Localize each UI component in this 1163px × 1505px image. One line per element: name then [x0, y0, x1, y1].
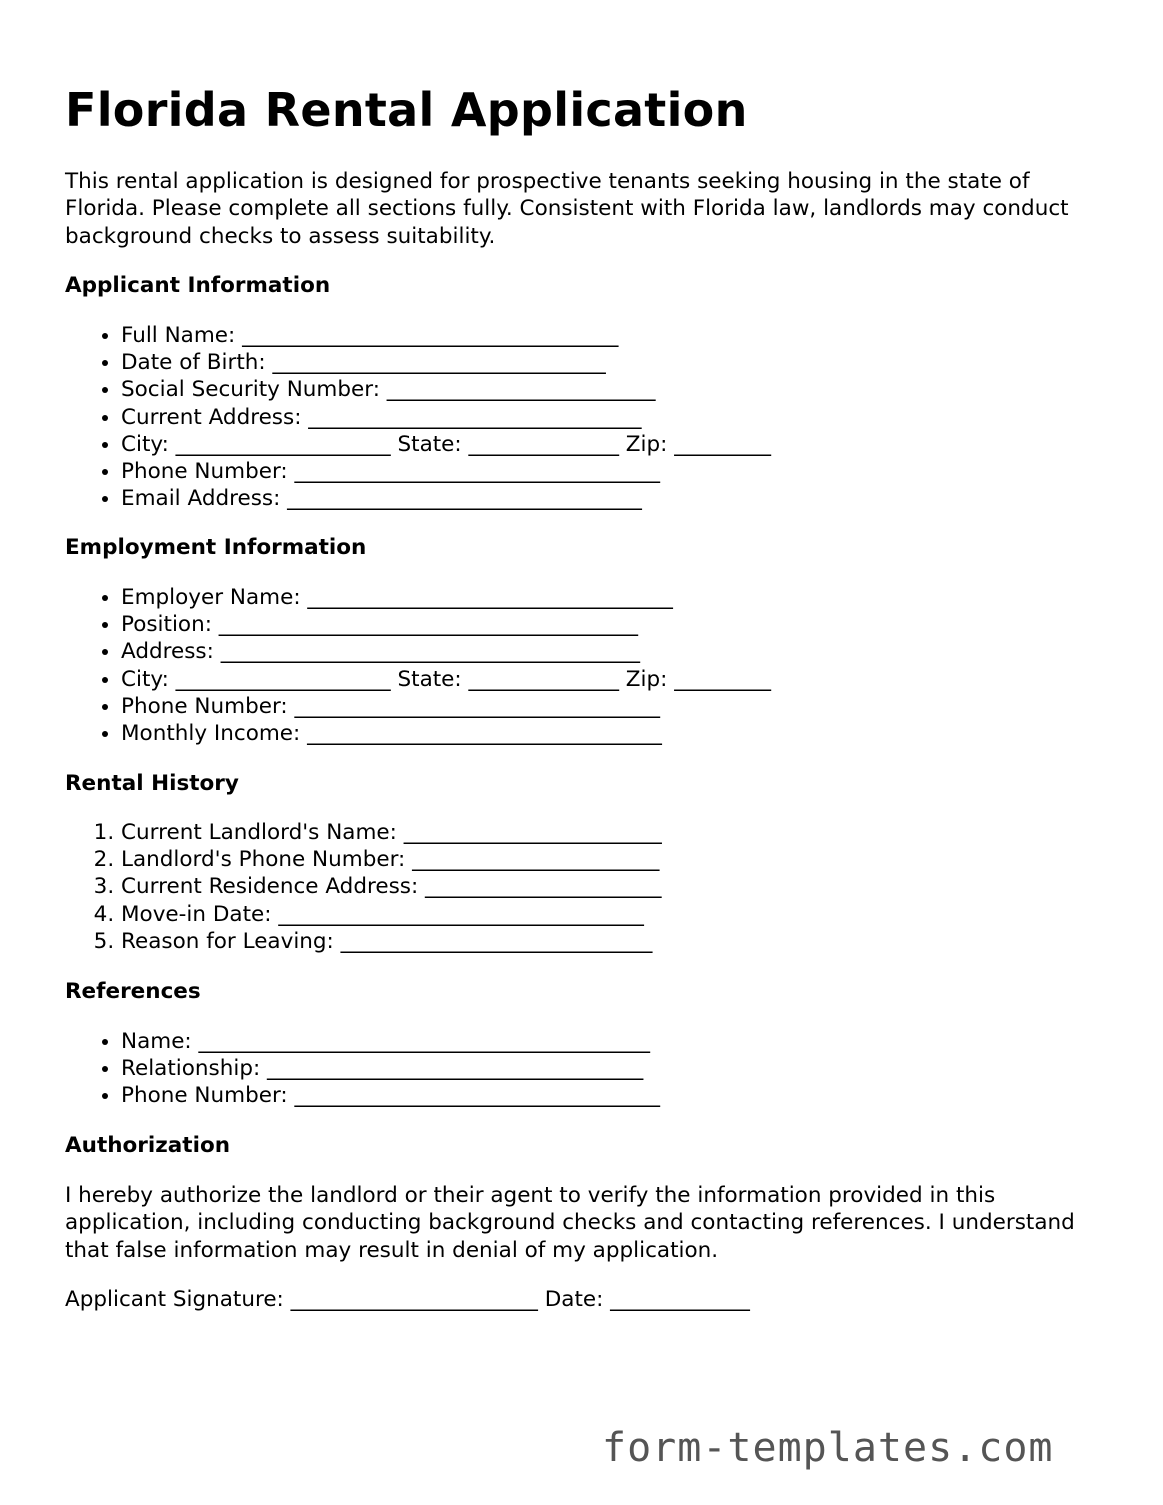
phone-number-field: • Phone Number: __________________________________ — [121, 458, 771, 485]
authorization-paragraph: I hereby authorize the landlord or their agent to verify the information provided in this application, including conducting background checks and contacting references. I understand that false information may result in denial of my application. — [65, 1183, 1075, 1263]
position-field: • Position: _______________________________________ — [121, 611, 771, 638]
watermark-text: form-templates.com — [602, 1425, 1054, 1471]
full-name-field: • Full Name: ___________________________________ — [121, 322, 771, 349]
rental-history-list — [65, 819, 662, 955]
employment-section-heading: Employment Information — [65, 535, 367, 560]
move-in-date-field: 4. Move-in Date: __________________________________ — [121, 901, 662, 928]
employer-phone-field: • Phone Number: __________________________________ — [121, 693, 771, 720]
references-list — [65, 1028, 660, 1110]
rental-history-heading: Rental History — [65, 771, 239, 796]
employer-address-field: • Address: _______________________________________ — [121, 638, 771, 665]
landlord-phone-field: 2. Landlord's Phone Number: _______________________ — [121, 846, 662, 873]
signature-date-line: Applicant Signature: _______________________ Date: _____________ — [65, 1287, 750, 1312]
email-address-field: • Email Address: _________________________________ — [121, 485, 771, 512]
reference-phone-field: • Phone Number: __________________________________ — [121, 1082, 660, 1109]
applicant-field-list — [65, 322, 771, 512]
intro-paragraph: This rental application is designed for prospective tenants seeking housing in the state of Florida. Please complete all sections fully. Consistent with Florida law, landlords may conduct background checks to assess suitability. — [65, 169, 1069, 249]
employer-city-state-zip-field: • City: ____________________ State: ______________ Zip: _________ — [121, 666, 771, 693]
monthly-income-field: • Monthly Income: _________________________________ — [121, 720, 771, 747]
ssn-field: • Social Security Number: _________________________ — [121, 376, 771, 403]
residence-address-field: 3. Current Residence Address: ______________________ — [121, 873, 662, 900]
applicant-section-heading: Applicant Information — [65, 273, 331, 298]
authorization-heading: Authorization — [65, 1133, 231, 1158]
date-of-birth-field: • Date of Birth: _______________________________ — [121, 349, 771, 376]
reference-name-field: • Name: __________________________________________ — [121, 1028, 660, 1055]
reason-for-leaving-field: 5. Reason for Leaving: _____________________________ — [121, 928, 662, 955]
current-address-field: • Current Address: _______________________________ — [121, 404, 771, 431]
page-title: Florida Rental Application — [65, 83, 748, 137]
employment-field-list — [65, 584, 771, 747]
relationship-field: • Relationship: ___________________________________ — [121, 1055, 660, 1082]
employer-name-field: • Employer Name: __________________________________ — [121, 584, 771, 611]
city-state-zip-field: • City: ____________________ State: ______________ Zip: _________ — [121, 431, 771, 458]
references-heading: References — [65, 979, 201, 1004]
landlord-name-field: 1. Current Landlord's Name: ________________________ — [121, 819, 662, 846]
